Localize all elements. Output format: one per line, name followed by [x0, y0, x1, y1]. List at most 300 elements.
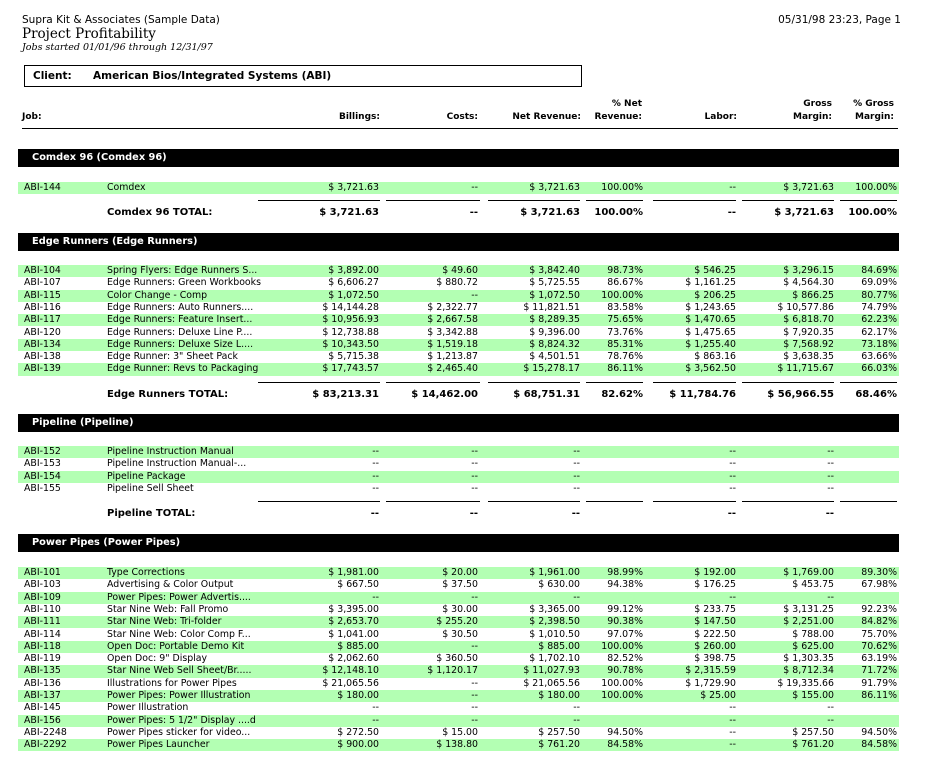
cell-gross-margin: --	[827, 714, 834, 726]
cell-job-id: ABI-117	[24, 314, 61, 326]
cell-billings: $ 272.50	[337, 726, 379, 738]
cell-pct-net-revenue: 84.58%	[607, 739, 643, 751]
cell-job-id: ABI-2292	[24, 739, 67, 751]
cell-costs: --	[471, 289, 478, 301]
table-row	[18, 363, 899, 375]
total-underline	[386, 501, 480, 502]
cell-pct-gross-margin: 94.50%	[861, 726, 897, 738]
cell-net-revenue: $ 3,842.40	[529, 265, 580, 276]
cell-costs: $ 138.80	[436, 739, 478, 751]
total-underline	[258, 501, 380, 502]
cell-job-id: ABI-104	[24, 265, 61, 276]
client-value: American Bios/Integrated Systems (ABI)	[93, 70, 332, 82]
header-gross-line2: Margin:	[792, 112, 832, 122]
cell-billings: $ 12,738.88	[322, 326, 379, 338]
total-underline	[742, 200, 834, 201]
total-pct-net-revenue: 100.00%	[594, 207, 643, 219]
table-row	[18, 653, 899, 665]
cell-pct-gross-margin: 70.62%	[861, 640, 897, 652]
total-underline	[653, 200, 736, 201]
section-header-comdex	[18, 149, 899, 167]
cell-gross-margin: --	[827, 591, 834, 603]
table-row	[18, 290, 899, 302]
cell-labor: $ 25.00	[700, 690, 736, 701]
cell-description: Edge Runners: Green Workbooks	[107, 277, 261, 289]
cell-costs: $ 2,322.77	[427, 301, 478, 313]
table-row	[18, 604, 899, 616]
total-underline	[653, 501, 736, 502]
cell-net-revenue: $ 257.50	[538, 726, 580, 738]
cell-pct-net-revenue: 97.07%	[607, 628, 643, 640]
table-row	[18, 715, 899, 727]
cell-costs: --	[471, 182, 478, 193]
total-underline	[386, 382, 480, 383]
cell-gross-margin: $ 3,721.63	[783, 182, 834, 193]
cell-description: Star Nine Web: Color Comp F...	[107, 628, 251, 640]
cell-net-revenue: --	[573, 591, 580, 603]
cell-description: Power Pipes: Power Illustration	[107, 690, 251, 701]
cell-description: Power Illustration	[107, 702, 189, 714]
cell-gross-margin: --	[827, 482, 834, 494]
table-row	[18, 182, 899, 194]
cell-billings: --	[372, 458, 379, 470]
cell-job-id: ABI-155	[24, 482, 61, 494]
cell-billings: --	[372, 702, 379, 714]
cell-costs: $ 20.00	[442, 567, 478, 578]
cell-job-id: ABI-111	[24, 616, 61, 628]
cell-billings: $ 12,148.10	[322, 665, 379, 677]
total-pct-net-revenue: 82.62%	[601, 388, 643, 400]
total-underline	[653, 382, 736, 383]
cell-job-id: ABI-116	[24, 301, 61, 313]
cell-billings: $ 1,981.00	[328, 567, 379, 578]
cell-job-id: ABI-154	[24, 470, 61, 482]
cell-job-id: ABI-109	[24, 591, 61, 603]
cell-job-id: ABI-144	[24, 182, 61, 193]
header-billings: Billings:	[338, 112, 380, 122]
cell-net-revenue: $ 11,027.93	[523, 665, 580, 677]
cell-pct-net-revenue: 86.11%	[607, 363, 643, 375]
section-header-power-pipes	[18, 534, 899, 552]
cell-job-id: ABI-115	[24, 289, 61, 301]
cell-net-revenue: $ 1,010.50	[529, 628, 580, 640]
cell-pct-net-revenue: 78.76%	[607, 351, 643, 363]
cell-labor: --	[729, 714, 736, 726]
cell-job-id: ABI-110	[24, 603, 61, 615]
header-costs: Costs:	[446, 112, 478, 122]
section-title: Pipeline (Pipeline)	[32, 417, 134, 428]
cell-net-revenue: $ 8,824.32	[529, 338, 580, 350]
cell-pct-gross-margin: 63.19%	[861, 653, 897, 665]
cell-billings: $ 10,956.93	[322, 314, 379, 326]
client-label: Client:	[33, 70, 72, 82]
cell-description: Power Pipes Launcher	[107, 739, 210, 751]
client-box	[24, 65, 582, 87]
table-row	[18, 277, 899, 289]
table-row	[18, 629, 899, 641]
total-underline	[840, 382, 897, 383]
cell-gross-margin: $ 8,712.34	[783, 665, 834, 677]
total-underline	[742, 501, 834, 502]
cell-description: Type Corrections	[107, 567, 185, 578]
cell-pct-gross-margin: 84.82%	[861, 616, 897, 628]
cell-labor: $ 147.50	[694, 616, 736, 628]
cell-net-revenue: --	[573, 458, 580, 470]
cell-net-revenue: $ 885.00	[538, 640, 580, 652]
cell-gross-margin: $ 2,251.00	[783, 616, 834, 628]
table-row	[18, 314, 899, 326]
cell-net-revenue: --	[573, 482, 580, 494]
cell-labor: $ 260.00	[694, 640, 736, 652]
cell-pct-gross-margin: 89.30%	[861, 567, 897, 578]
total-underline	[742, 382, 834, 383]
cell-pct-net-revenue: 90.78%	[607, 665, 643, 677]
cell-pct-gross-margin: 66.03%	[861, 363, 897, 375]
cell-pct-gross-margin: 69.09%	[861, 277, 897, 289]
cell-net-revenue: $ 1,961.00	[529, 567, 580, 578]
table-row	[18, 592, 899, 604]
cell-costs: --	[471, 714, 478, 726]
cell-pct-net-revenue: 75.65%	[607, 314, 643, 326]
cell-description: Edge Runners: Feature Insert...	[107, 314, 253, 326]
table-row	[18, 327, 899, 339]
cell-pct-gross-margin: 92.23%	[861, 603, 897, 615]
cell-description: Spring Flyers: Edge Runners S...	[107, 265, 258, 276]
table-row	[18, 665, 899, 677]
cell-job-id: ABI-145	[24, 702, 61, 714]
cell-costs: --	[471, 470, 478, 482]
total-underline	[488, 200, 580, 201]
cell-gross-margin: $ 453.75	[792, 579, 834, 591]
cell-description: Edge Runners: Auto Runners....	[107, 301, 254, 313]
cell-job-id: ABI-107	[24, 277, 61, 289]
cell-gross-margin: $ 7,920.35	[783, 326, 834, 338]
total-pct-gross-margin: 68.46%	[855, 388, 897, 400]
cell-net-revenue: $ 8,289.35	[529, 314, 580, 326]
total-labor: --	[727, 508, 736, 520]
cell-labor: --	[729, 182, 736, 193]
cell-pct-gross-margin: 67.98%	[861, 579, 897, 591]
cell-gross-margin: $ 1,303.35	[783, 653, 834, 665]
cell-pct-gross-margin: 62.23%	[861, 314, 897, 326]
cell-net-revenue: --	[573, 702, 580, 714]
total-labor: $ 11,784.76	[669, 388, 736, 400]
cell-pct-net-revenue: 100.00%	[601, 690, 643, 701]
cell-gross-margin: $ 866.25	[792, 289, 834, 301]
table-row	[18, 616, 899, 628]
table-row	[18, 727, 899, 739]
total-underline	[258, 200, 380, 201]
header-pct-gross-line1: % Gross	[853, 99, 894, 109]
cell-net-revenue: $ 15,278.17	[523, 363, 580, 375]
cell-costs: --	[471, 482, 478, 494]
cell-job-id: ABI-2248	[24, 726, 67, 738]
cell-gross-margin: $ 7,568.92	[783, 338, 834, 350]
cell-billings: $ 21,065.56	[322, 677, 379, 689]
report-datestamp: 05/31/98 23:23, Page 1	[778, 14, 901, 26]
cell-pct-net-revenue: 100.00%	[601, 182, 643, 193]
header-job: Job:	[22, 112, 42, 122]
cell-description: Color Change - Comp	[107, 289, 208, 301]
table-row	[18, 567, 899, 579]
cell-billings: $ 3,721.63	[328, 182, 379, 193]
cell-costs: $ 2,465.40	[427, 363, 478, 375]
cell-gross-margin: --	[827, 458, 834, 470]
table-row	[18, 483, 899, 495]
header-pct-net-line2: Revenue:	[594, 112, 642, 122]
cell-pct-net-revenue: 82.52%	[607, 653, 643, 665]
cell-pct-net-revenue: 98.99%	[607, 567, 643, 578]
cell-pct-gross-margin: 84.58%	[861, 739, 897, 751]
cell-description: Star Nine Web Sell Sheet/Br.....	[107, 665, 252, 677]
cell-billings: $ 3,892.00	[328, 265, 379, 276]
total-label: Pipeline TOTAL:	[107, 508, 196, 520]
cell-costs: $ 15.00	[442, 726, 478, 738]
cell-labor: $ 546.25	[694, 265, 736, 276]
cell-billings: $ 900.00	[337, 739, 379, 751]
cell-job-id: ABI-136	[24, 677, 61, 689]
total-gross-margin: --	[825, 508, 834, 520]
cell-costs: --	[471, 458, 478, 470]
cell-job-id: ABI-152	[24, 446, 61, 457]
cell-labor: $ 1,475.65	[685, 326, 736, 338]
total-billings: $ 3,721.63	[319, 207, 379, 219]
cell-pct-net-revenue: 99.12%	[607, 603, 643, 615]
header-net-revenue: Net Revenue:	[512, 112, 581, 122]
cell-gross-margin: $ 761.20	[792, 739, 834, 751]
cell-billings: $ 5,715.38	[328, 351, 379, 363]
cell-description: Pipeline Instruction Manual-...	[107, 458, 247, 470]
cell-pct-net-revenue: 83.58%	[607, 301, 643, 313]
cell-billings: $ 667.50	[337, 579, 379, 591]
cell-billings: $ 2,653.70	[328, 616, 379, 628]
cell-pct-net-revenue: 94.50%	[607, 726, 643, 738]
cell-job-id: ABI-119	[24, 653, 61, 665]
cell-labor: --	[729, 702, 736, 714]
cell-pct-gross-margin: 74.79%	[861, 301, 897, 313]
cell-job-id: ABI-101	[24, 567, 61, 578]
table-row	[18, 678, 899, 690]
section-title: Comdex 96 (Comdex 96)	[32, 152, 167, 163]
cell-description: Power Pipes: 5 1/2" Display ....d	[107, 714, 256, 726]
cell-pct-gross-margin: 75.70%	[861, 628, 897, 640]
cell-costs: $ 360.50	[436, 653, 478, 665]
cell-pct-net-revenue: 90.38%	[607, 616, 643, 628]
cell-net-revenue: $ 4,501.51	[529, 351, 580, 363]
cell-billings: $ 1,072.50	[328, 289, 379, 301]
cell-job-id: ABI-137	[24, 690, 61, 701]
cell-labor: --	[729, 458, 736, 470]
cell-pct-gross-margin: 84.69%	[861, 265, 897, 276]
cell-description: Comdex	[107, 182, 146, 193]
cell-costs: --	[471, 677, 478, 689]
cell-description: Star Nine Web: Fall Promo	[107, 603, 229, 615]
cell-net-revenue: $ 9,396.00	[529, 326, 580, 338]
cell-net-revenue: --	[573, 470, 580, 482]
cell-net-revenue: $ 2,398.50	[529, 616, 580, 628]
cell-description: Open Doc: 9" Display	[107, 653, 208, 665]
cell-costs: --	[471, 591, 478, 603]
cell-description: Edge Runner: Revs to Packaging	[107, 363, 259, 375]
cell-billings: $ 6,606.27	[328, 277, 379, 289]
cell-pct-gross-margin: 80.77%	[861, 289, 897, 301]
cell-pct-net-revenue: 98.73%	[607, 265, 643, 276]
cell-net-revenue: $ 3,721.63	[529, 182, 580, 193]
cell-description: Star Nine Web: Tri-folder	[107, 616, 222, 628]
cell-pct-gross-margin: 100.00%	[855, 182, 897, 193]
cell-gross-margin: $ 3,131.25	[783, 603, 834, 615]
table-row	[18, 302, 899, 314]
cell-job-id: ABI-114	[24, 628, 61, 640]
cell-costs: --	[471, 640, 478, 652]
table-row	[18, 351, 899, 363]
total-underline	[840, 200, 897, 201]
cell-pct-net-revenue: 100.00%	[601, 677, 643, 689]
table-row	[18, 690, 899, 702]
cell-description: Edge Runners: Deluxe Size L....	[107, 338, 254, 350]
total-billings: $ 83,213.31	[312, 388, 379, 400]
cell-description: Power Pipes: Power Advertis....	[107, 591, 251, 603]
cell-gross-margin: --	[827, 470, 834, 482]
cell-description: Illustrations for Power Pipes	[107, 677, 237, 689]
cell-gross-margin: $ 257.50	[792, 726, 834, 738]
total-net-revenue: --	[571, 508, 580, 520]
total-label: Edge Runners TOTAL:	[107, 388, 229, 400]
cell-billings: $ 14,144.28	[322, 301, 379, 313]
total-underline	[488, 382, 580, 383]
cell-labor: $ 3,562.50	[685, 363, 736, 375]
cell-labor: --	[729, 470, 736, 482]
cell-job-id: ABI-135	[24, 665, 61, 677]
cell-job-id: ABI-139	[24, 363, 61, 375]
cell-costs: $ 49.60	[442, 265, 478, 276]
cell-gross-margin: $ 11,715.67	[777, 363, 834, 375]
cell-net-revenue: --	[573, 446, 580, 457]
header-gross-line1: Gross	[803, 99, 832, 109]
cell-billings: $ 2,062.60	[328, 653, 379, 665]
cell-costs: --	[471, 702, 478, 714]
cell-billings: --	[372, 714, 379, 726]
cell-billings: $ 3,395.00	[328, 603, 379, 615]
table-row	[18, 446, 899, 458]
cell-pct-net-revenue: 85.31%	[607, 338, 643, 350]
cell-billings: $ 885.00	[337, 640, 379, 652]
cell-job-id: ABI-118	[24, 640, 61, 652]
total-underline	[840, 501, 897, 502]
cell-pct-net-revenue: 73.76%	[607, 326, 643, 338]
cell-costs: $ 30.00	[442, 603, 478, 615]
cell-description: Pipeline Package	[107, 470, 186, 482]
cell-labor: $ 398.75	[694, 653, 736, 665]
total-underline	[586, 382, 643, 383]
cell-pct-gross-margin: 86.11%	[861, 690, 897, 701]
cell-pct-gross-margin: 71.72%	[861, 665, 897, 677]
cell-net-revenue: $ 630.00	[538, 579, 580, 591]
cell-job-id: ABI-134	[24, 338, 61, 350]
total-pct-gross-margin: 100.00%	[848, 207, 897, 219]
cell-labor: --	[729, 446, 736, 457]
cell-labor: $ 863.16	[694, 351, 736, 363]
header-pct-gross-line2: Margin:	[854, 112, 894, 122]
total-underline	[586, 200, 643, 201]
header-divider	[22, 128, 898, 129]
section-title: Edge Runners (Edge Runners)	[32, 236, 198, 247]
cell-description: Edge Runner: 3" Sheet Pack	[107, 351, 238, 363]
cell-labor: $ 192.00	[694, 567, 736, 578]
table-row	[18, 458, 899, 470]
cell-pct-gross-margin: 62.17%	[861, 326, 897, 338]
cell-costs: $ 880.72	[436, 277, 478, 289]
cell-gross-margin: $ 625.00	[792, 640, 834, 652]
cell-pct-net-revenue: 86.67%	[607, 277, 643, 289]
cell-labor: $ 176.25	[694, 579, 736, 591]
cell-net-revenue: --	[573, 714, 580, 726]
cell-costs: --	[471, 446, 478, 457]
cell-costs: $ 1,213.87	[427, 351, 478, 363]
cell-job-id: ABI-153	[24, 458, 61, 470]
total-underline	[258, 382, 380, 383]
cell-billings: --	[372, 446, 379, 457]
cell-pct-net-revenue: 100.00%	[601, 640, 643, 652]
cell-labor: $ 222.50	[694, 628, 736, 640]
total-net-revenue: $ 3,721.63	[520, 207, 580, 219]
cell-gross-margin: $ 788.00	[792, 628, 834, 640]
cell-net-revenue: $ 1,702.10	[529, 653, 580, 665]
cell-pct-net-revenue: 100.00%	[601, 289, 643, 301]
header-pct-net-line1: % Net	[611, 99, 642, 109]
table-row	[18, 339, 899, 351]
cell-labor: $ 233.75	[694, 603, 736, 615]
cell-labor: $ 2,315.59	[685, 665, 736, 677]
cell-costs: $ 255.20	[436, 616, 478, 628]
cell-costs: $ 37.50	[442, 579, 478, 591]
total-costs: $ 14,462.00	[411, 388, 478, 400]
total-label: Comdex 96 TOTAL:	[107, 207, 213, 219]
cell-net-revenue: $ 180.00	[538, 690, 580, 701]
cell-gross-margin: $ 3,638.35	[783, 351, 834, 363]
section-title: Power Pipes (Power Pipes)	[32, 537, 181, 548]
cell-job-id: ABI-120	[24, 326, 61, 338]
cell-gross-margin: $ 155.00	[792, 690, 834, 701]
table-row	[18, 739, 899, 751]
cell-labor: $ 1,161.25	[685, 277, 736, 289]
cell-billings: $ 10,343.50	[322, 338, 379, 350]
cell-billings: --	[372, 591, 379, 603]
table-row	[18, 265, 899, 277]
cell-net-revenue: $ 1,072.50	[529, 289, 580, 301]
cell-net-revenue: $ 3,365.00	[529, 603, 580, 615]
table-row	[18, 641, 899, 653]
total-costs: --	[469, 508, 478, 520]
cell-net-revenue: $ 11,821.51	[523, 301, 580, 313]
total-underline	[386, 200, 480, 201]
cell-labor: $ 1,255.40	[685, 338, 736, 350]
cell-gross-margin: --	[827, 446, 834, 457]
cell-net-revenue: $ 5,725.55	[529, 277, 580, 289]
cell-net-revenue: $ 21,065.56	[523, 677, 580, 689]
section-total-row	[18, 388, 899, 402]
cell-job-id: ABI-138	[24, 351, 61, 363]
cell-gross-margin: $ 4,564.30	[783, 277, 834, 289]
total-gross-margin: $ 3,721.63	[774, 207, 834, 219]
cell-description: Pipeline Instruction Manual	[107, 446, 234, 457]
table-row	[18, 702, 899, 714]
cell-billings: $ 17,743.57	[322, 363, 379, 375]
total-net-revenue: $ 68,751.31	[513, 388, 580, 400]
company-name: Supra Kit & Associates (Sample Data)	[22, 14, 220, 26]
cell-pct-gross-margin: 91.79%	[861, 677, 897, 689]
cell-billings: $ 180.00	[337, 690, 379, 701]
